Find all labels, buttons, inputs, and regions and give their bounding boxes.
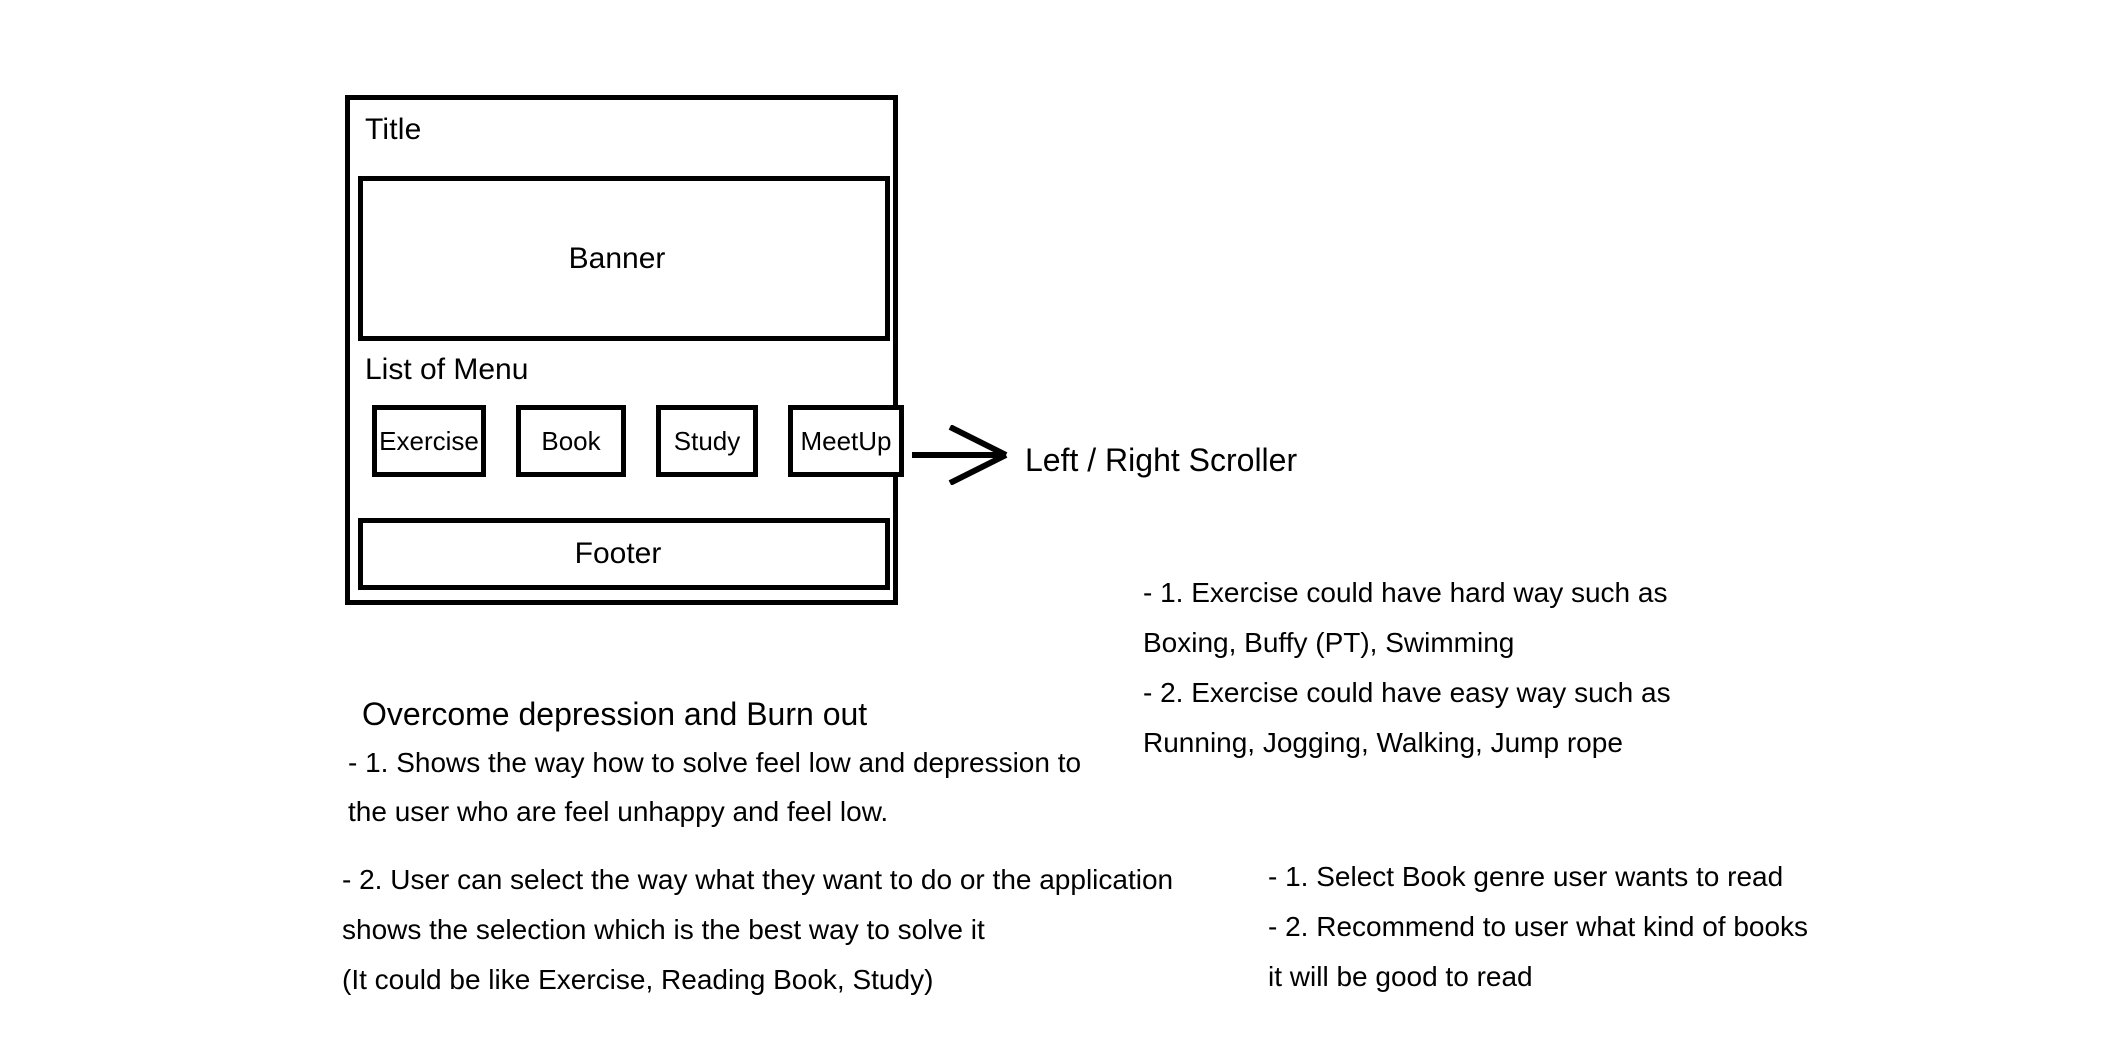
wireframe-menu-section-label: List of Menu	[365, 353, 529, 386]
note-line: - 1. Shows the way how to solve feel low and depression to	[348, 747, 1082, 778]
note-overcome-depression	[348, 690, 1081, 836]
note-line: - 1. Select Book genre user wants to read	[1268, 861, 1784, 892]
note-exercise	[1143, 568, 1671, 768]
note-line: Boxing, Buffy (PT), Swimming	[1143, 627, 1515, 658]
menu-button-label: Book	[541, 426, 601, 456]
wireframe-menu-row	[358, 405, 903, 480]
note-line: the user who are feel unhappy and feel low.	[348, 796, 889, 827]
note-user-selection	[342, 855, 1173, 1005]
menu-button-label: MeetUp	[800, 426, 892, 456]
wireframe-banner-box	[358, 176, 890, 341]
note-line: Running, Jogging, Walking, Jump rope	[1143, 727, 1623, 758]
left-right-scroller-label: Left / Right Scroller	[1025, 442, 1298, 478]
menu-button-book[interactable]	[516, 405, 626, 477]
note-line: shows the selection which is the best way to solve it	[342, 914, 985, 945]
note-line: - 1. Exercise could have hard way such as	[1143, 577, 1668, 608]
menu-button-exercise[interactable]	[372, 405, 486, 477]
wireframe-footer-label: Footer	[574, 537, 662, 570]
menu-button-label: Study	[673, 426, 741, 456]
note-line: (It could be like Exercise, Reading Book, Study)	[342, 964, 934, 995]
wireframe-banner-label: Banner	[568, 241, 666, 275]
note-heading: Overcome depression and Burn out	[362, 696, 868, 732]
menu-button-study[interactable]	[656, 405, 758, 477]
wireframe-footer-box	[358, 518, 890, 590]
note-line: - 2. Exercise could have easy way such as	[1143, 677, 1671, 708]
note-line: - 2. Recommend to user what kind of books	[1268, 911, 1809, 942]
menu-button-meetup[interactable]	[788, 405, 904, 477]
note-book	[1268, 852, 1808, 1002]
arrow-right-icon	[910, 425, 1015, 485]
note-line: it will be good to read	[1268, 961, 1533, 992]
note-line: - 2. User can select the way what they want to do or the application	[342, 864, 1174, 895]
app-wireframe-frame	[345, 95, 898, 605]
menu-button-label: Exercise	[379, 426, 479, 456]
wireframe-title-label: Title	[365, 113, 422, 146]
